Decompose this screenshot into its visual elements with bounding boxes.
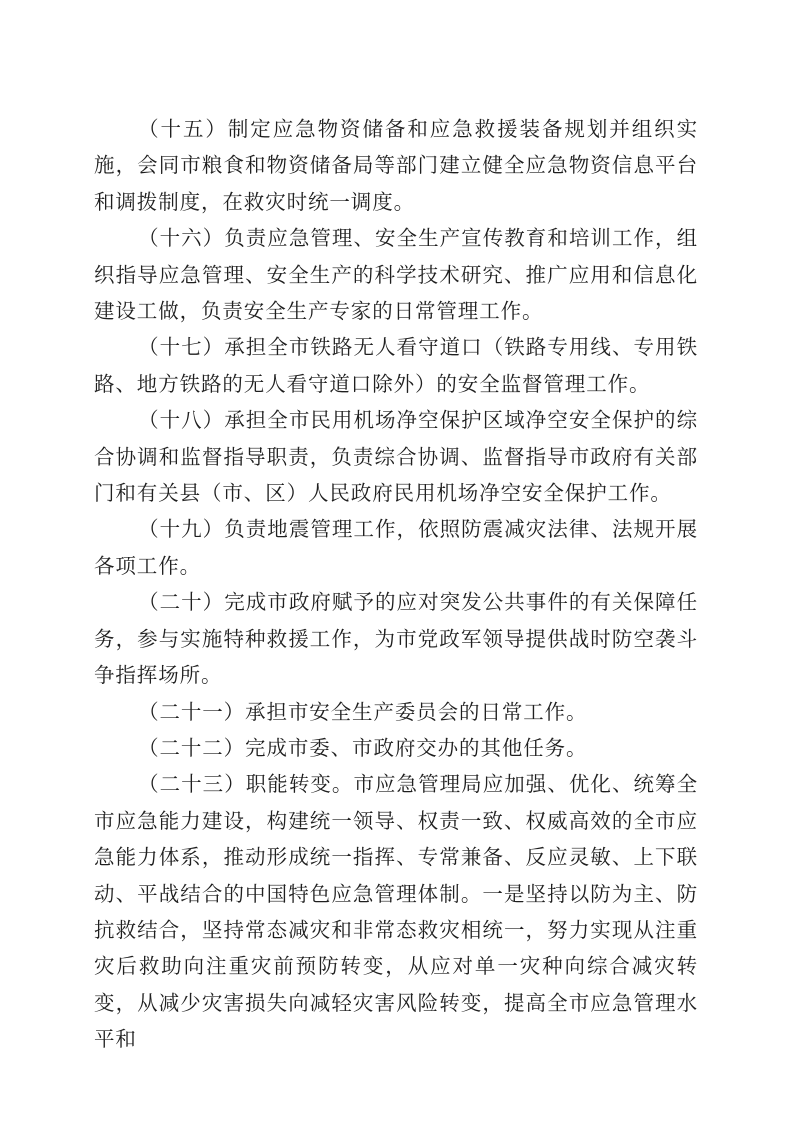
paragraph-16: （十六）负责应急管理、安全生产宣传教育和培训工作，组织指导应急管理、安全生产的科学技术研究、推广应用和信息化建设工做，负责安全生产专家的日常管理工作。 — [94, 226, 698, 324]
document-body — [94, 111, 698, 1058]
paragraph-15: （十五）制定应急物资储备和应急救援装备规划并组织实施，会同市粮食和物资储备局等部门建立健全应急物资信息平台和调拨制度，在救灾时统一调度。 — [94, 117, 698, 214]
paragraph-18: （十八）承担全市民用机场净空保护区域净空安全保护的综合协调和监督指导职责，负责综合协调、监督指导市政府有关部门和有关县（市、区）人民政府民用机场净空安全保护工作。 — [94, 408, 698, 506]
paragraph-21: （二十一）承担市安全生产委员会的日常工作。 — [138, 699, 588, 724]
paragraph-19: （十九）负责地震管理工作，依照防震减灾法律、法规开展各项工作。 — [94, 517, 698, 578]
paragraph-20: （二十）完成市政府赋予的应对突发公共事件的有关保障任务，参与实施特种救援工作，为市党政军领导提供战时防空袭斗争指挥场所。 — [94, 590, 698, 688]
paragraph-17: （十七）承担全市铁路无人看守道口（铁路专用线、专用铁路、地方铁路的无人看守道口除外）的安全监督管理工作。 — [94, 335, 698, 396]
paragraph-23: （二十三）职能转变。市应急管理局应加强、优化、统筹全市应急能力建设，构建统一领导、权责一致、权威高效的全市应急能力体系，推动形成统一指挥、专常兼备、反应灵敏、上下联动、平战结合的中国特色应急管理体制。一是坚持以防为主、防抗救结合，坚持常态减灾和非常态救灾相统一，努力实现从注重灾后救助向注重灾前预防转变，从应对单一灾种向综合减灾转变，从减少灾害损失向减轻灾害风险转变，提高全市应急管理水平和 — [94, 772, 698, 1052]
paragraph-22: （二十二）完成市委、市政府交办的其他任务。 — [138, 735, 588, 760]
